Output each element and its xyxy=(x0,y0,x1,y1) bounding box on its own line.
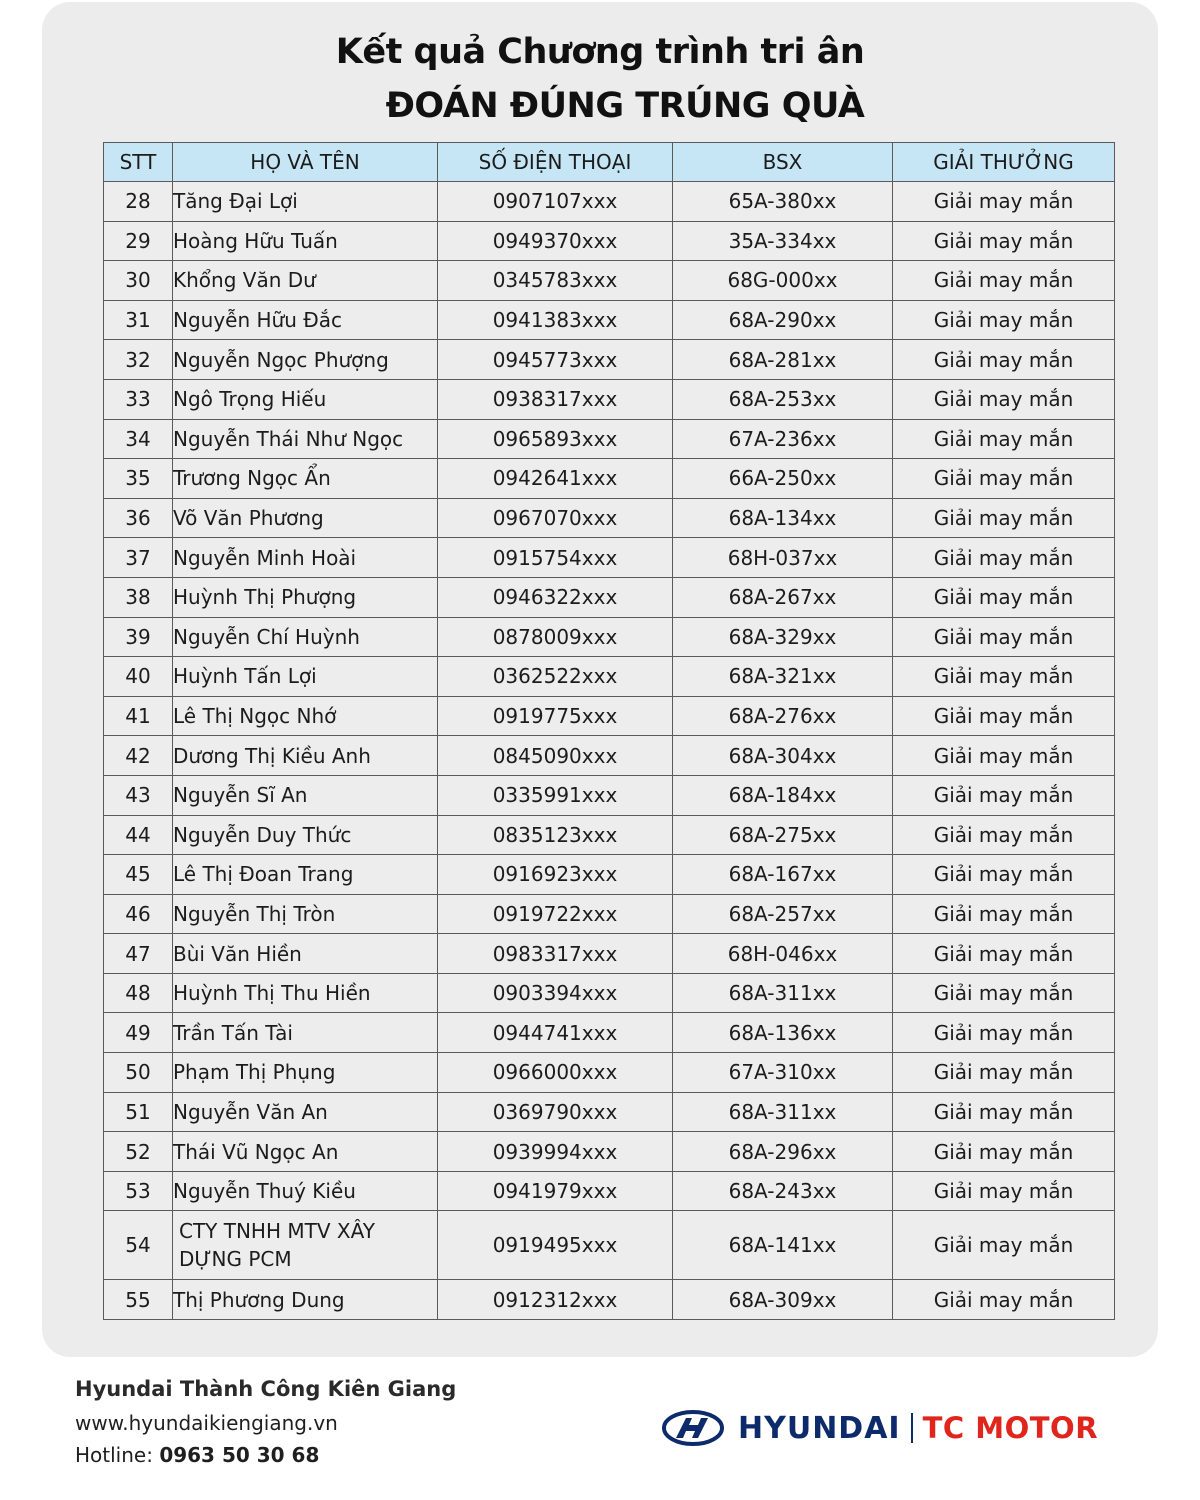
row-prize: Giải may mắn xyxy=(893,696,1115,736)
row-stt: 31 xyxy=(104,300,173,340)
row-stt: 42 xyxy=(104,736,173,776)
row-name: Ngô Trọng Hiếu xyxy=(173,379,438,419)
row-plate: 68A-296xx xyxy=(673,1132,893,1172)
row-stt: 33 xyxy=(104,379,173,419)
row-name: Nguyễn Hữu Đắc xyxy=(173,300,438,340)
row-plate: 68A-167xx xyxy=(673,855,893,895)
row-stt: 28 xyxy=(104,182,173,222)
table-row xyxy=(104,736,1115,776)
row-name: CTY TNHH MTV XÂY DỰNG PCM xyxy=(173,1211,438,1280)
row-stt: 38 xyxy=(104,577,173,617)
row-plate: 68A-253xx xyxy=(673,379,893,419)
row-plate: 68A-304xx xyxy=(673,736,893,776)
row-plate: 68A-141xx xyxy=(673,1211,893,1280)
header-stt: STT xyxy=(104,143,173,182)
row-name: Lê Thị Đoan Trang xyxy=(173,855,438,895)
row-prize: Giải may mắn xyxy=(893,340,1115,380)
row-name: Nguyễn Minh Hoài xyxy=(173,538,438,578)
header-phone: SỐ ĐIỆN THOẠI xyxy=(438,143,673,182)
row-stt: 55 xyxy=(104,1280,173,1320)
row-name: Nguyễn Duy Thức xyxy=(173,815,438,855)
row-prize: Giải may mắn xyxy=(893,1171,1115,1211)
row-stt: 32 xyxy=(104,340,173,380)
row-prize: Giải may mắn xyxy=(893,1092,1115,1132)
table-row xyxy=(104,657,1115,697)
row-stt: 44 xyxy=(104,815,173,855)
row-phone: 0939994xxx xyxy=(438,1132,673,1172)
table-row xyxy=(104,261,1115,301)
row-stt: 46 xyxy=(104,894,173,934)
table-row xyxy=(104,498,1115,538)
row-phone: 0942641xxx xyxy=(438,459,673,499)
row-plate: 68G-000xx xyxy=(673,261,893,301)
row-name: Tăng Đại Lợi xyxy=(173,182,438,222)
row-plate: 68A-329xx xyxy=(673,617,893,657)
row-stt: 35 xyxy=(104,459,173,499)
row-prize: Giải may mắn xyxy=(893,379,1115,419)
row-phone: 0845090xxx xyxy=(438,736,673,776)
row-prize: Giải may mắn xyxy=(893,577,1115,617)
row-stt: 34 xyxy=(104,419,173,459)
row-prize: Giải may mắn xyxy=(893,617,1115,657)
row-plate: 68A-184xx xyxy=(673,775,893,815)
hotline xyxy=(75,1443,456,1467)
row-plate: 68A-276xx xyxy=(673,696,893,736)
hotline-label: Hotline: xyxy=(75,1443,160,1467)
row-phone: 0941383xxx xyxy=(438,300,673,340)
row-plate: 68A-136xx xyxy=(673,1013,893,1053)
row-prize: Giải may mắn xyxy=(893,182,1115,222)
row-prize: Giải may mắn xyxy=(893,894,1115,934)
table-row xyxy=(104,775,1115,815)
row-name: Huỳnh Thị Thu Hiền xyxy=(173,973,438,1013)
table-header-row xyxy=(104,143,1115,182)
table-row xyxy=(104,1013,1115,1053)
website-link[interactable]: www.hyundaikiengiang.vn xyxy=(75,1411,338,1435)
row-name: Khổng Văn Dư xyxy=(173,261,438,301)
row-name: Võ Văn Phương xyxy=(173,498,438,538)
row-plate: 68H-037xx xyxy=(673,538,893,578)
row-name: Thái Vũ Ngọc An xyxy=(173,1132,438,1172)
page-title: Kết quả Chương trình tri ân xyxy=(335,32,865,72)
table-row xyxy=(104,1280,1115,1320)
row-phone: 0946322xxx xyxy=(438,577,673,617)
row-plate: 68A-290xx xyxy=(673,300,893,340)
table-row xyxy=(104,182,1115,222)
header-name: HỌ VÀ TÊN xyxy=(173,143,438,182)
table-row xyxy=(104,300,1115,340)
row-stt: 52 xyxy=(104,1132,173,1172)
logo-brand-text: HYUNDAI xyxy=(738,1410,901,1446)
row-prize: Giải may mắn xyxy=(893,221,1115,261)
row-prize: Giải may mắn xyxy=(893,419,1115,459)
row-phone: 0945773xxx xyxy=(438,340,673,380)
row-prize: Giải may mắn xyxy=(893,934,1115,974)
row-phone: 0915754xxx xyxy=(438,538,673,578)
table-row xyxy=(104,973,1115,1013)
row-phone: 0919775xxx xyxy=(438,696,673,736)
row-name: Trần Tấn Tài xyxy=(173,1013,438,1053)
row-prize: Giải may mắn xyxy=(893,657,1115,697)
table-row xyxy=(104,1171,1115,1211)
row-stt: 30 xyxy=(104,261,173,301)
row-prize: Giải may mắn xyxy=(893,261,1115,301)
table-row xyxy=(104,815,1115,855)
row-plate: 68H-046xx xyxy=(673,934,893,974)
logo-partner-text: TC MOTOR xyxy=(922,1411,1099,1445)
row-stt: 39 xyxy=(104,617,173,657)
results-table xyxy=(103,142,1115,1320)
table-row xyxy=(104,696,1115,736)
row-plate: 68A-311xx xyxy=(673,1092,893,1132)
row-stt: 54 xyxy=(104,1211,173,1280)
row-name: Dương Thị Kiều Anh xyxy=(173,736,438,776)
row-phone: 0369790xxx xyxy=(438,1092,673,1132)
row-plate: 68A-275xx xyxy=(673,815,893,855)
row-plate: 68A-309xx xyxy=(673,1280,893,1320)
row-plate: 67A-310xx xyxy=(673,1053,893,1093)
row-name: Thị Phương Dung xyxy=(173,1280,438,1320)
hotline-number[interactable]: 0963 50 30 68 xyxy=(159,1443,320,1467)
row-name: Huỳnh Thị Phượng xyxy=(173,577,438,617)
row-stt: 36 xyxy=(104,498,173,538)
row-name: Phạm Thị Phụng xyxy=(173,1053,438,1093)
row-prize: Giải may mắn xyxy=(893,855,1115,895)
row-phone: 0941979xxx xyxy=(438,1171,673,1211)
table-row xyxy=(104,934,1115,974)
row-stt: 43 xyxy=(104,775,173,815)
row-stt: 29 xyxy=(104,221,173,261)
row-prize: Giải may mắn xyxy=(893,736,1115,776)
row-plate: 35A-334xx xyxy=(673,221,893,261)
row-phone: 0983317xxx xyxy=(438,934,673,974)
row-stt: 50 xyxy=(104,1053,173,1093)
row-phone: 0362522xxx xyxy=(438,657,673,697)
logo-divider xyxy=(911,1413,913,1443)
row-phone: 0907107xxx xyxy=(438,182,673,222)
row-name: Nguyễn Thuý Kiều xyxy=(173,1171,438,1211)
row-name: Nguyễn Thái Như Ngọc xyxy=(173,419,438,459)
row-prize: Giải may mắn xyxy=(893,1280,1115,1320)
table-row xyxy=(104,419,1115,459)
row-prize: Giải may mắn xyxy=(893,1013,1115,1053)
row-phone: 0966000xxx xyxy=(438,1053,673,1093)
row-plate: 68A-321xx xyxy=(673,657,893,697)
table-row xyxy=(104,577,1115,617)
row-name: Nguyễn Ngọc Phượng xyxy=(173,340,438,380)
brand-logo xyxy=(662,1406,1098,1450)
row-phone: 0345783xxx xyxy=(438,261,673,301)
row-name: Nguyễn Thị Tròn xyxy=(173,894,438,934)
table-row xyxy=(104,1211,1115,1280)
row-prize: Giải may mắn xyxy=(893,1211,1115,1280)
footer-contact xyxy=(75,1377,456,1467)
row-phone: 0967070xxx xyxy=(438,498,673,538)
row-plate: 67A-236xx xyxy=(673,419,893,459)
row-stt: 49 xyxy=(104,1013,173,1053)
table-row xyxy=(104,855,1115,895)
row-phone: 0919495xxx xyxy=(438,1211,673,1280)
row-name: Nguyễn Sĩ An xyxy=(173,775,438,815)
row-name: Lê Thị Ngọc Nhớ xyxy=(173,696,438,736)
row-plate: 68A-267xx xyxy=(673,577,893,617)
row-stt: 53 xyxy=(104,1171,173,1211)
table-row xyxy=(104,1053,1115,1093)
row-stt: 37 xyxy=(104,538,173,578)
hyundai-emblem-icon xyxy=(662,1410,724,1446)
row-plate: 68A-311xx xyxy=(673,973,893,1013)
row-phone: 0949370xxx xyxy=(438,221,673,261)
row-plate: 68A-281xx xyxy=(673,340,893,380)
row-plate: 66A-250xx xyxy=(673,459,893,499)
row-prize: Giải may mắn xyxy=(893,775,1115,815)
row-stt: 47 xyxy=(104,934,173,974)
table-row xyxy=(104,459,1115,499)
row-prize: Giải may mắn xyxy=(893,973,1115,1013)
company-name: Hyundai Thành Công Kiên Giang xyxy=(75,1377,457,1401)
row-prize: Giải may mắn xyxy=(893,498,1115,538)
row-prize: Giải may mắn xyxy=(893,459,1115,499)
row-phone: 0919722xxx xyxy=(438,894,673,934)
table-row xyxy=(104,1132,1115,1172)
row-stt: 40 xyxy=(104,657,173,697)
row-phone: 0938317xxx xyxy=(438,379,673,419)
row-prize: Giải may mắn xyxy=(893,1053,1115,1093)
row-prize: Giải may mắn xyxy=(893,300,1115,340)
table-row xyxy=(104,894,1115,934)
header-prize: GIẢI THƯỞNG xyxy=(893,143,1115,182)
row-stt: 48 xyxy=(104,973,173,1013)
table-row xyxy=(104,538,1115,578)
row-prize: Giải may mắn xyxy=(893,538,1115,578)
row-plate: 68A-257xx xyxy=(673,894,893,934)
row-name: Trương Ngọc Ẩn xyxy=(173,459,438,499)
row-name: Bùi Văn Hiền xyxy=(173,934,438,974)
row-name: Nguyễn Văn An xyxy=(173,1092,438,1132)
row-stt: 45 xyxy=(104,855,173,895)
table-row xyxy=(104,221,1115,261)
page-subtitle: ĐOÁN ĐÚNG TRÚNG QUÀ xyxy=(385,86,865,126)
table-row xyxy=(104,617,1115,657)
row-phone: 0835123xxx xyxy=(438,815,673,855)
row-phone: 0944741xxx xyxy=(438,1013,673,1053)
row-phone: 0903394xxx xyxy=(438,973,673,1013)
row-stt: 51 xyxy=(104,1092,173,1132)
row-phone: 0916923xxx xyxy=(438,855,673,895)
row-plate: 68A-243xx xyxy=(673,1171,893,1211)
row-stt: 41 xyxy=(104,696,173,736)
row-phone: 0878009xxx xyxy=(438,617,673,657)
table-row xyxy=(104,340,1115,380)
header-plate: BSX xyxy=(673,143,893,182)
row-phone: 0335991xxx xyxy=(438,775,673,815)
table-row xyxy=(104,379,1115,419)
row-plate: 65A-380xx xyxy=(673,182,893,222)
row-prize: Giải may mắn xyxy=(893,815,1115,855)
row-name: Hoàng Hữu Tuấn xyxy=(173,221,438,261)
row-phone: 0965893xxx xyxy=(438,419,673,459)
row-name: Nguyễn Chí Huỳnh xyxy=(173,617,438,657)
table-row xyxy=(104,1092,1115,1132)
row-phone: 0912312xxx xyxy=(438,1280,673,1320)
row-prize: Giải may mắn xyxy=(893,1132,1115,1172)
row-plate: 68A-134xx xyxy=(673,498,893,538)
row-name: Huỳnh Tấn Lợi xyxy=(173,657,438,697)
